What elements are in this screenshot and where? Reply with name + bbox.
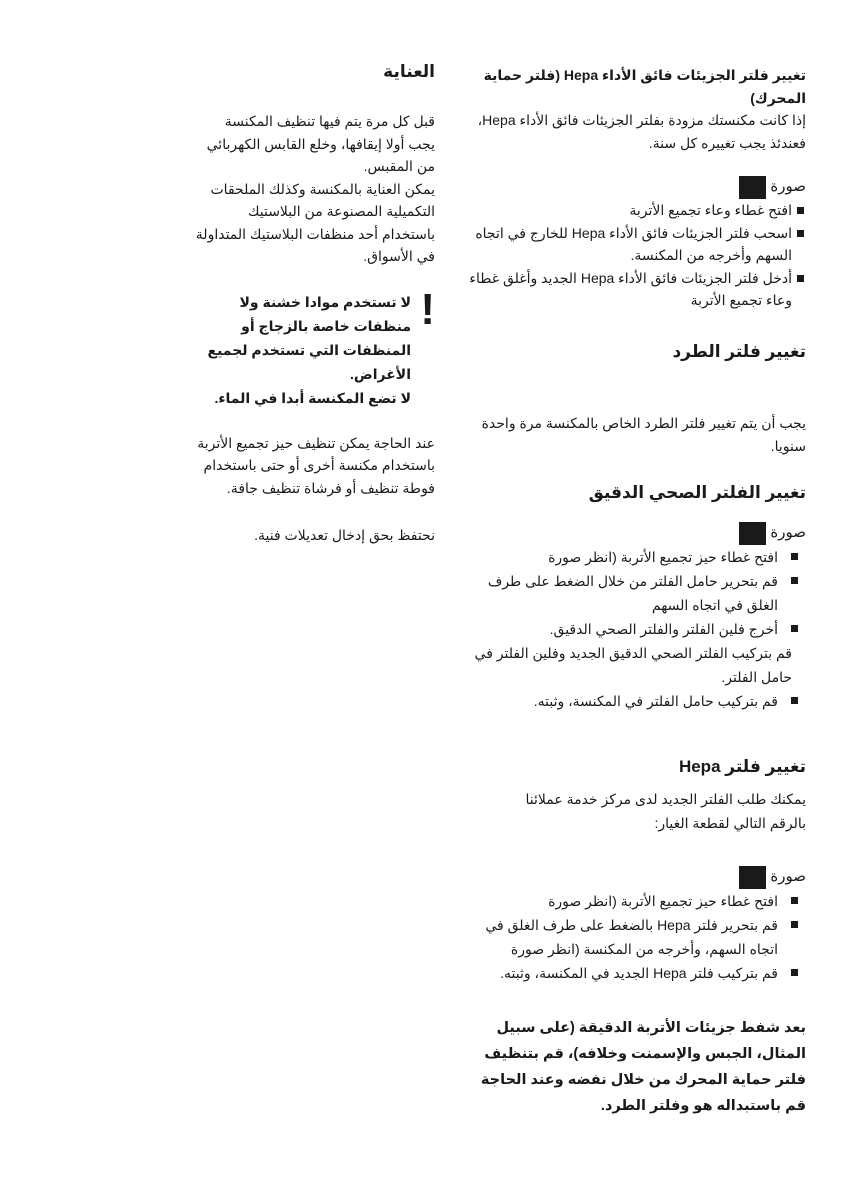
care-text-2: يمكن العناية بالمكنسة وكذلك الملحقات التكميلية المصنوعة من البلاستيك باستخدام أحد منظفات البلاستيك المتداولة في الأسواق.: [195, 180, 435, 264]
list-item: افتح غطاء حيز تجميع الأتربة (انظر صورة: [466, 545, 806, 569]
section-title: تغيير فلتر الجزيئات فائق الأداء Hepa (فلتر حماية المحرك): [483, 67, 806, 106]
warning-box: [195, 284, 435, 410]
list-item: قم بتحرير فلتر Hepa بالضغط على طرف الغلق في اتجاه السهم، وأخرجه من المكنسة (انظر صورة: [466, 913, 806, 961]
steps-list: [466, 545, 806, 713]
picture-label: صورة: [770, 524, 806, 541]
list-item: قم بتركيب حامل الفلتر في المكنسة، وثبته.: [466, 689, 806, 713]
list-item: أدخل فلتر الجزيئات فائق الأداء Hepa الجديد وأغلق غطاء وعاء تجميع الأتربة: [466, 267, 806, 312]
list-item: قم بتركيب الفلتر الصحي الدقيق الجديد وفلين الفلتر في حامل الفلتر.: [474, 645, 792, 685]
picture-number-box: [739, 176, 766, 199]
care-text-1: قبل كل مرة يتم فيها تنظيف المكنسة يجب أولا إيقافها، وخلع القابس الكهربائي من المقبس.: [206, 113, 435, 174]
section-heading: تغيير فلتر الطرد: [672, 342, 806, 361]
section-heading: تغيير فلتر Hepa: [678, 757, 806, 776]
list-item: افتح غطاء حيز تجميع الأتربة (انظر صورة: [466, 889, 806, 913]
list-item: قم بتركيب فلتر Hepa الجديد في المكنسة، وثبته.: [466, 961, 806, 985]
picture-reference: [466, 521, 806, 545]
picture-number-box: [739, 866, 766, 889]
picture-label: صورة: [770, 178, 806, 196]
list-item: أخرج فلين الفلتر والفلتر الصحي الدقيق.: [466, 617, 806, 641]
warning-text-1: لا تستخدم موادا خشنة ولا منظفات خاصة بالزجاج أو المنظفات التي تستخدم لجميع الأغراض.: [207, 293, 411, 382]
picture-reference: [466, 865, 806, 889]
cleaning-note: بعد شفط جزيئات الأتربة الدقيقة (على سبيل المثال، الجبس والإسمنت وخلافه)، قم بتنظيف فلتر حماية المحرك من خلال نفضه وعند الحاجة قم باستبداله هو وفلتر الطرد.: [480, 1020, 806, 1114]
hepa-filter-section: [466, 755, 806, 1119]
care-text-3: عند الحاجة يمكن تنظيف حيز تجميع الأتربة باستخدام مكنسة أخرى أو حتى باستخدام فوطة تنظيف أو فرشاة تنظيف جافة.: [197, 434, 435, 496]
exclamation-icon: !: [420, 284, 435, 334]
steps-list: [466, 889, 806, 985]
list-item: قم بتحرير حامل الفلتر من خلال الضغط على طرف الغلق في اتجاه السهم: [466, 569, 806, 617]
picture-reference: [466, 176, 806, 199]
section-text: إذا كانت مكنستك مزودة بفلتر الجزيئات فائق الأداء Hepa، فعندئذ يجب تغييره كل سنة.: [477, 112, 806, 151]
care-section: [195, 60, 435, 547]
steps-list: [466, 199, 806, 312]
warning-text-2: لا تضع المكنسة أبدا في الماء.: [214, 389, 411, 406]
picture-label: صورة: [770, 868, 806, 885]
exhaust-filter-section: [466, 340, 806, 457]
section-text: يمكنك طلب الفلتر الجديد لدى مركز خدمة عملائنا بالرقم التالي لقطعة الغيار:: [525, 791, 806, 831]
hygiene-filter-section: [466, 481, 806, 713]
picture-number-box: [739, 522, 766, 545]
technical-changes-note: نحتفظ بحق إدخال تعديلات فنية.: [254, 527, 435, 543]
hepa-motor-section: [466, 64, 806, 312]
section-text: يجب أن يتم تغيير فلتر الطرد الخاص بالمكنسة مرة واحدة سنويا.: [481, 415, 806, 454]
section-heading: العناية: [383, 62, 435, 81]
list-item: افتح غطاء وعاء تجميع الأتربة: [466, 199, 806, 222]
list-item: اسحب فلتر الجزيئات فائق الأداء Hepa للخارج في اتجاه السهم وأخرجه من المكنسة.: [466, 222, 806, 267]
section-heading: تغيير الفلتر الصحي الدقيق: [588, 483, 806, 502]
